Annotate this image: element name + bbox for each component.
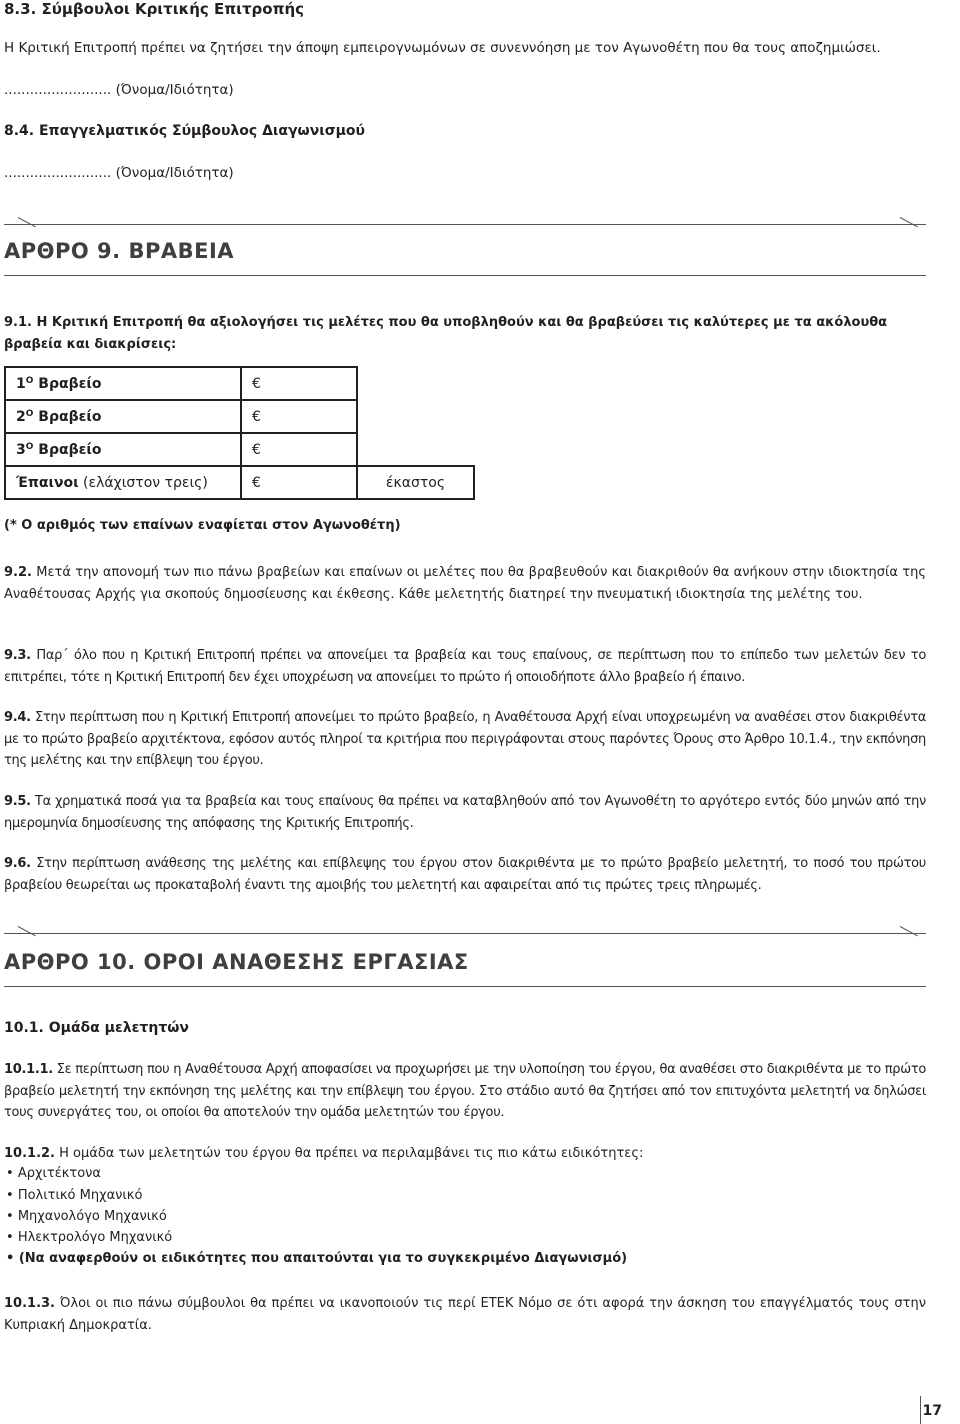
list-item: • (Να αναφερθούν οι ειδικότητες που απαιτούνται για το συγκεκριμένο Διαγωνισμό) [6,1251,628,1266]
paragraph-9-1 [4,312,926,355]
page-number: 17 [922,1403,942,1419]
prize-amount: € [241,433,357,466]
prize-label: $1^O$ Βραβείο [5,367,241,400]
paragraph-9-2-text: Μετά την απονομή των πιο πάνω βραβείων και επαίνων οι μελέτες που θα βραβευθούν και διακριθούν θα ανήκουν στην ιδιοκτησία της Αναθέτουσας Αρχής για σκοπούς δημοσίευσης και έκθεσης. Κάθε μελετητής διατηρεί την πνευματική ιδιοκτησία της μελέτης του. [4,565,926,602]
paragraph-10-1-3-number: 10.1.3. [4,1296,55,1311]
paragraph-10-1-1-text: Σε περίπτωση που η Αναθέτουσα Αρχή αποφασίσει να προχωρήσει με την υλοποίηση του έργου, θα αναθέσει στο διακριθέντα με το πρώτο βραβείο μελετητή την εκπόνηση της μελέτης και την επίβλεψη του έργου. Στο στάδιο αυτό θα ζητήσει από τον επιτυχόντα μελετητή να δηλώσει τους συνεργάτες του, οι οποίοι θα αποτελούν την ομάδα μελετητών του έργου. [4,1062,926,1120]
prize-label: $3^O$ Βραβείο [5,433,241,466]
paragraph-9-2-number: 9.2. [4,565,32,580]
section-8-4-heading: 8.4. Επαγγελματικός Σύμβουλος Διαγωνισμού [4,123,365,139]
paragraph-9-4-text: Στην περίπτωση που η Κριτική Επιτροπή απονείμει το πρώτο βραβείο, η Αναθέτουσα Αρχή είναι υποχρεωμένη να αναθέσει στον διακριθέντα με το πρώτο βραβείο αρχιτέκτονα, εφόσον αυτός πληροί τα κριτήρια που περιγράφονται στους παρόντες Όρους στο Άρθρο 10.1.4., την εκπόνηση της μελέτης και την επίβλεψη του έργου. [4,710,926,768]
prizes-table [4,366,475,500]
paragraph-9-1-text-line2: βραβεία και διακρίσεις: [4,336,177,352]
paragraph-10-1-3 [4,1293,926,1336]
prize-label: $2^O$ Βραβείο [5,400,241,433]
list-item: • Ηλεκτρολόγο Μηχανικό [6,1230,173,1245]
section-8-3-heading: 8.3. Σύμβουλοι Κριτικής Επιτροπής [4,0,305,18]
divider-corner-right [900,926,918,936]
honors-note: έκαστος [357,466,474,499]
paragraph-10-1-1 [4,1059,926,1124]
divider-below-article-10 [4,986,926,987]
list-item: • Πολιτικό Μηχανικό [6,1188,143,1203]
honors-amount: € [241,466,357,499]
list-item: • Μηχανολόγο Μηχανικό [6,1209,167,1224]
paragraph-10-1-2 [4,1143,926,1165]
honors-label: Έπαινοι (ελάχιστον τρεις) [5,466,241,499]
list-item: • Αρχιτέκτονα [6,1166,101,1181]
paragraph-9-3-number: 9.3. [4,648,31,663]
table-row [5,433,474,466]
section-8-4-name-line: ......................... (Όνομα/Ιδιότητα) [4,165,234,181]
paragraph-9-3 [4,645,926,688]
divider-corner-left [18,217,36,227]
section-8-3-name-line: ......................... (Όνομα/Ιδιότητα) [4,82,234,98]
paragraph-10-1-2-number: 10.1.2. [4,1146,55,1161]
table-row [5,466,474,499]
table-row [5,367,474,400]
paragraph-9-6 [4,853,926,896]
prize-note [357,433,474,466]
prize-amount: € [241,367,357,400]
paragraph-9-4 [4,707,926,772]
paragraph-9-5-number: 9.5. [4,794,31,809]
prize-note [357,367,474,400]
divider-corner-left [18,926,36,936]
table-row [5,400,474,433]
prize-amount: € [241,400,357,433]
paragraph-9-1-number: 9.1. [4,315,32,330]
prize-note [357,400,474,433]
paragraph-10-1-3-text: Όλοι οι πιο πάνω σύμβουλοι θα πρέπει να ικανοποιούν τις περί ΕΤΕΚ Νόμο σε ότι αφορά την άσκηση του επαγγέλματός τους στην Κυπριακή Δημοκρατία. [4,1296,926,1333]
divider-top-article-9 [4,224,926,225]
divider-corner-right [900,217,918,227]
divider-below-article-9 [4,275,926,276]
paragraph-9-5-text: Τα χρηματικά ποσά για τα βραβεία και τους επαίνους θα πρέπει να καταβληθούν από τον Αγωνοθέτη το αργότερο εντός δύο μηνών από την ημερομηνία δημοσίευσης της απόφασης της Κριτικής Επιτροπής. [4,794,926,831]
paragraph-9-6-number: 9.6. [4,856,31,871]
section-8-3-text: Η Κριτική Επιτροπή πρέπει να ζητήσει την άποψη εμπειρογνωμόνων σε συνεννόηση με τον Αγωνοθέτη που θα τους αποζημιώσει. [4,40,881,56]
paragraph-10-1-1-number: 10.1.1. [4,1062,53,1077]
divider-top-article-10 [4,933,926,934]
article-10-title: ΑΡΘΡΟ 10. ΟΡΟΙ ΑΝΑΘΕΣΗΣ ΕΡΓΑΣΙΑΣ [4,950,469,974]
paragraph-9-6-text: Στην περίπτωση ανάθεσης της μελέτης και επίβλεψης του έργου στον διακριθέντα με το πρώτο βραβείο μελετητή, το ποσό του πρώτου βραβείου θεωρείται ως προκαταβολή έναντι της αμοιβής του μελετητή και αφαιρείται από τις πρώτες τρεις πληρωμές. [4,856,926,893]
page-number-rule [920,1396,921,1424]
paragraph-9-2 [4,562,926,605]
prizes-footnote: (* Ο αριθμός των επαίνων εναφίεται στον Αγωνοθέτη) [4,518,401,533]
paragraph-9-3-text: Παρ΄ όλο που η Κριτική Επιτροπή πρέπει να απονείμει τα βραβεία και τους επαίνους, σε περίπτωση που το επίπεδο των μελετών δεν το επιτρέπει, τότε η Κριτική Επιτροπή δεν έχει υποχρέωση να απονείμει το πρώτο ή οποιοδήποτε άλλο βραβείο ή έπαινο. [4,648,926,685]
paragraph-9-5 [4,791,926,834]
paragraph-9-1-text-line1: Η Κριτική Επιτροπή θα αξιολογήσει τις μελέτες που θα υποβληθούν και θα βραβεύσει τις καλύτερες με τα ακόλουθα [31,315,888,330]
article-9-title: ΑΡΘΡΟ 9. ΒΡΑΒΕΙΑ [4,239,235,263]
paragraph-10-1-2-text: Η ομάδα των μελετητών του έργου θα πρέπει να περιλαμβάνει τις πιο κάτω ειδικότητες: [55,1146,644,1161]
paragraph-9-4-number: 9.4. [4,710,31,725]
subsection-10-1-heading: 10.1. Ομάδα μελετητών [4,1020,189,1036]
